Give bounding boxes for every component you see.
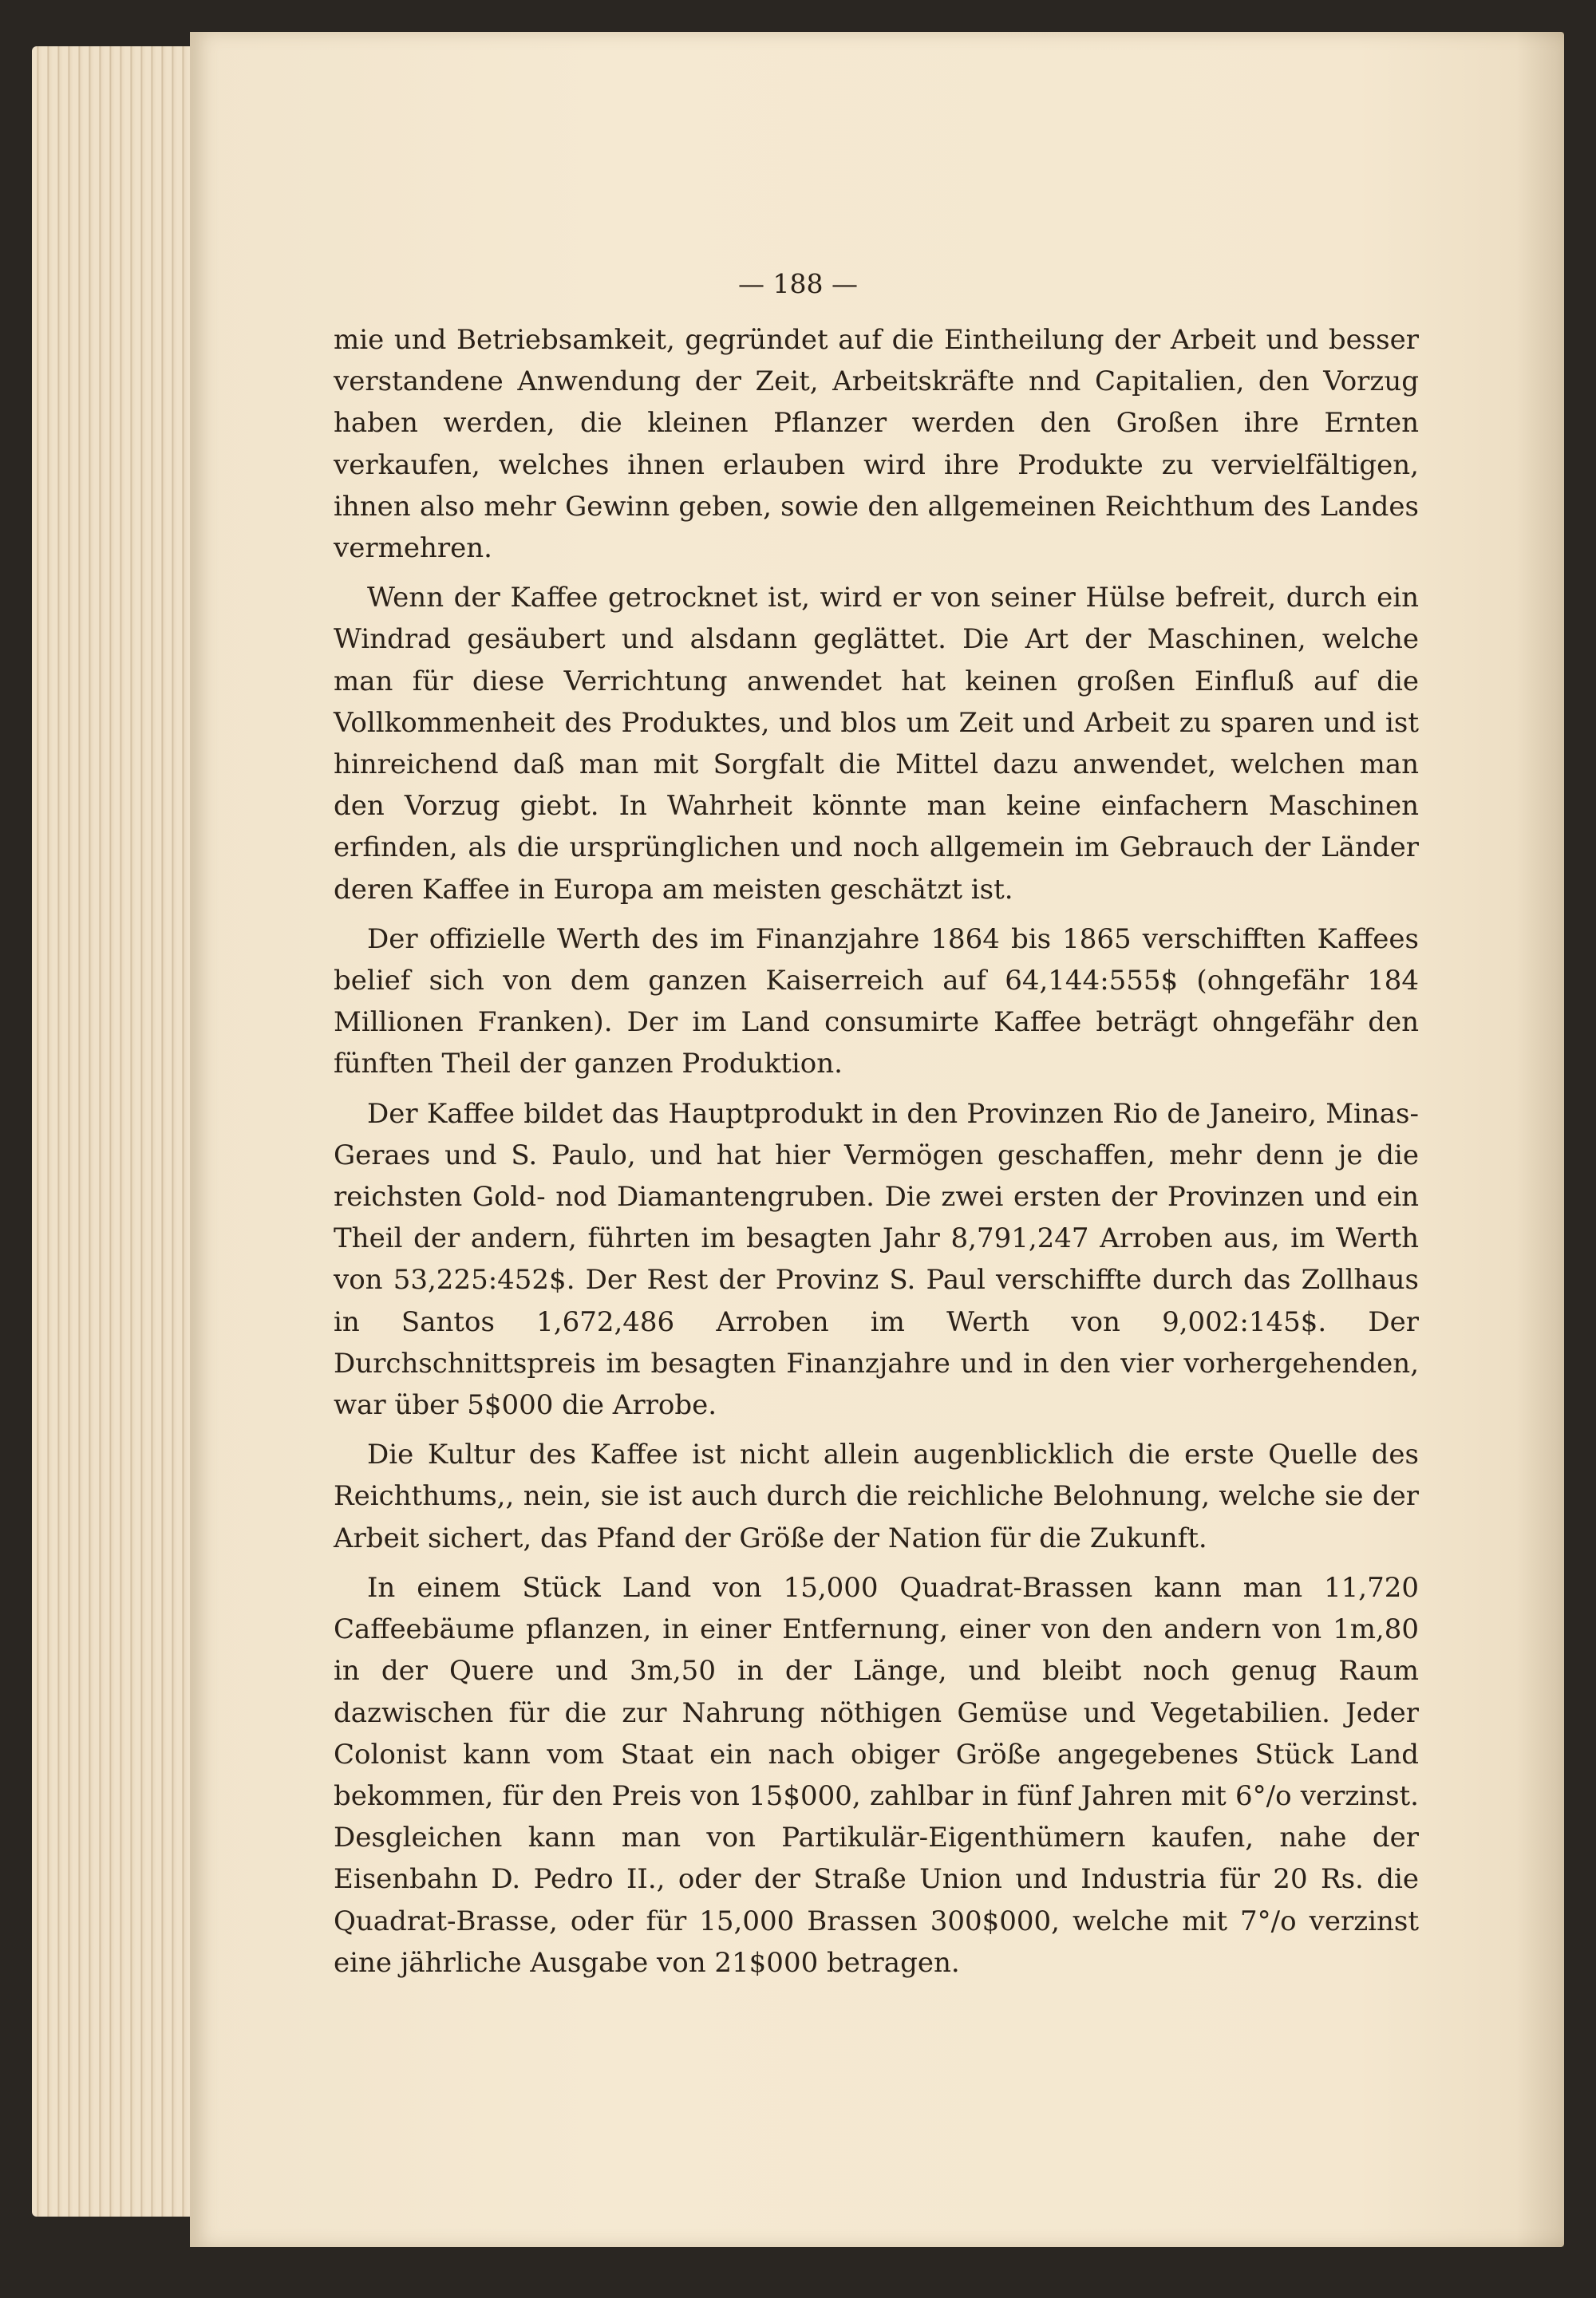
paragraph-2: Wenn der Kaffee getrocknet ist, wird er von seiner Hülse befreit, durch ein Windrad gesäubert und alsdann geglättet. Die Art der Maschinen, welche man für diese Verrichtung anwendet hat keinen großen Einfluß auf die Vollkommenheit des Produktes, und blos um Zeit und Arbeit zu sparen und ist hinreichend daß man mit Sorgfalt die Mittel dazu anwendet, welchen man den Vorzug giebt. In Wahrheit könnte man keine einfachern Maschinen erfinden, als die ursprünglichen und noch allgemein im Gebrauch der Länder deren Kaffee in Europa am meisten geschätzt ist. [334, 582, 1419, 906]
paragraph-4: Der Kaffee bildet das Hauptprodukt in den Provinzen Rio de Janeiro, Minas-Geraes und S. Paulo, und hat hier Vermögen geschaffen, mehr denn je die reichsten Gold- nod Diamantengruben. Die zwei ersten der Provinzen und ein Theil der andern, führten im besagten Jahr 8,791,247 Arroben aus, im Werth von 53,225:452$. Der Rest der Provinz S. Paul verschiffte durch das Zollhaus in Santos 1,672,486 Arroben im Werth von 9,002:145$. Der Durchschnittspreis im besagten Finanzjahre und in den vier vorhergehenden, war über 5$000 die Arrobe. [334, 1097, 1419, 1422]
page-stack-edges [32, 46, 200, 2217]
paragraph-3: Der offizielle Werth des im Finanzjahre 1864 bis 1865 verschifften Kaffees belief sich von dem ganzen Kaiserreich auf 64,144:555$ (ohngefähr 184 Millionen Franken). Der im Land consumirte Kaffee beträgt ohngefähr den fünften Theil der ganzen Produktion. [334, 922, 1419, 1080]
paragraph-5: Die Kultur des Kaffee ist nicht allein augenblicklich die erste Quelle des Reichthums,, nein, sie ist auch durch die reichliche Belohnung, welche sie der Arbeit sichert, das Pfand der Größe der Nation für die Zukunft. [334, 1439, 1419, 1554]
paragraph-6: In einem Stück Land von 15,000 Quadrat-Brassen kann man 11,720 Caffeebäume pflanzen, in einer Entfernung, einer von den andern von 1m,80 in der Quere und 3m,50 in der Länge, und bleibt noch genug Raum dazwischen für die zur Nahrung nöthigen Gemüse und Vegetabilien. Jeder Colonist kann vom Staat ein nach obiger Größe angegebenes Stück Land bekommen, für den Preis von 15$000, zahlbar in fünf Jahren mit 6°/o verzinst. Desgleichen kann man von Partikulär-Eigenthümern kaufen, nahe der Eisenbahn D. Pedro II., oder der Straße Union und Industria für 20 Rs. die Quadrat-Brasse, oder für 15,000 Brassen 300$000, welche mit 7°/o verzinst eine jährliche Ausgabe von 21$000 betragen. [334, 1571, 1419, 1979]
page-number: — 188 — [738, 268, 858, 299]
body-text [334, 319, 1419, 1992]
page-gutter-shadow [1516, 32, 1564, 2247]
paragraph-1: mie und Betriebsamkeit, gegründet auf die Eintheilung der Arbeit und besser verstandene Anwendung der Zeit, Arbeitskräfte nnd Capitalien, den Vorzug haben werden, die kleinen Pflanzer werden den Großen ihre Ernten verkaufen, welches ihnen erlauben wird ihre Produkte zu vervielfältigen, ihnen also mehr Gewinn geben, sowie den allgemeinen Reichthum des Landes vermehren. [334, 324, 1419, 565]
